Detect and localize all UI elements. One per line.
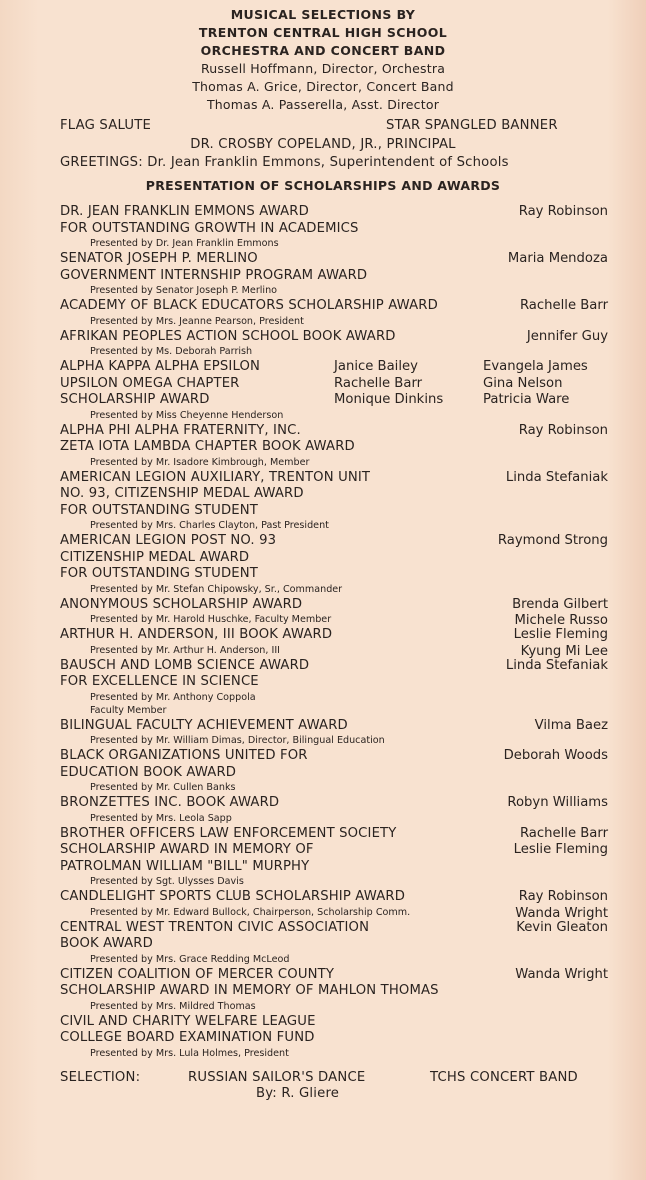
award-title: ALPHA PHI ALPHA FRATERNITY, INC.: [60, 422, 301, 438]
award-entry: [60, 920, 608, 966]
award-entry: [60, 627, 608, 657]
award-title: BAUSCH AND LOMB SCIENCE AWARD: [60, 657, 310, 673]
recipients: [527, 329, 608, 346]
presented-by: Presented by Mr. Edward Bullock, Chairperson, Scholarship Comm.: [90, 906, 411, 918]
award-entry: [60, 533, 608, 596]
recipient-name: Linda Stefaniak: [505, 469, 608, 485]
recipient-name: Janice Bailey: [334, 359, 418, 374]
selection-label: SELECTION:: [60, 1070, 141, 1085]
recipients: [515, 889, 608, 922]
presented-by: Presented by Sgt. Ulysses Davis: [90, 876, 244, 887]
award-entry: [60, 423, 608, 469]
presented-by: Presented by Mr. Harold Huschke, Faculty Member: [90, 614, 332, 625]
selection-composer: By: R. Gliere: [256, 1086, 340, 1101]
award-entry: [60, 826, 608, 889]
recipient-name: Vilma Baez: [534, 717, 608, 733]
recipient-name: Monique Dinkins: [334, 392, 444, 407]
flag-salute-value: STAR SPANGLED BANNER: [386, 118, 558, 133]
award-title: BILINGUAL FACULTY ACHIEVEMENT AWARD: [60, 717, 348, 733]
recipients: [498, 533, 608, 550]
award-title: AFRIKAN PEOPLES ACTION SCHOOL BOOK AWARD: [60, 328, 396, 344]
presented-by: Presented by Mrs. Mildred Thomas: [90, 1000, 256, 1012]
presented-by: Presented by Mr. Arthur H. Anderson, III: [90, 644, 280, 656]
award-title: FOR OUTSTANDING STUDENT: [60, 502, 258, 518]
director-line: Russell Hoffmann, Director, Orchestra: [200, 61, 446, 76]
award-entry: [60, 889, 608, 919]
greetings-label: GREETINGS:: [60, 155, 143, 170]
presented-by: Presented by Mr. Cullen Banks: [90, 782, 236, 793]
award-entry: [60, 748, 608, 794]
recipients: [514, 627, 608, 660]
recipient-name: Gina Nelson: [483, 375, 563, 391]
presented-by: Faculty Member: [90, 704, 167, 716]
presented-by: Presented by Mrs. Leola Sapp: [90, 812, 232, 824]
recipients: [515, 967, 608, 984]
recipients: [507, 795, 608, 812]
recipient-name: Evangela James: [483, 359, 588, 374]
presented-by: Presented by Mr. Stefan Chipowsky, Sr., Commander: [90, 583, 343, 595]
recipients: [520, 298, 608, 315]
awards-list: [60, 204, 608, 1061]
greetings-line: [60, 155, 509, 170]
award-title: BROTHER OFFICERS LAW ENFORCEMENT SOCIETY: [60, 825, 397, 841]
award-entry: [60, 470, 608, 533]
award-title: CITIZENSHIP MEDAL AWARD: [60, 549, 250, 565]
award-title: PATROLMAN WILLIAM "BILL" MURPHY: [60, 858, 310, 874]
award-title: ANONYMOUS SCHOLARSHIP AWARD: [60, 596, 303, 612]
header-line: TRENTON CENTRAL HIGH SCHOOL: [198, 25, 448, 40]
header: [0, 6, 646, 114]
recipients: [504, 748, 608, 765]
recipients: [514, 826, 608, 859]
recipient-name: Kyung Mi Lee: [520, 643, 608, 659]
recipients: [512, 597, 608, 630]
recipients: [506, 658, 608, 675]
award-title: FOR OUTSTANDING STUDENT: [60, 566, 258, 581]
recipient-name: Leslie Fleming: [513, 627, 608, 642]
award-entry: [60, 204, 608, 250]
award-title: EDUCATION BOOK AWARD: [60, 764, 237, 780]
award-title: CENTRAL WEST TRENTON CIVIC ASSOCIATION: [60, 919, 370, 935]
award-entry: [60, 795, 608, 825]
presented-by: Presented by Ms. Deborah Parrish: [90, 346, 253, 357]
presented-by: Presented by Senator Joseph P. Merlino: [90, 285, 278, 296]
award-title: BRONZETTES INC. BOOK AWARD: [60, 795, 280, 810]
award-title: CANDLELIGHT SPORTS CLUB SCHOLARSHIP AWARD: [60, 889, 405, 904]
recipient-name: Deborah Woods: [503, 748, 608, 763]
recipients: [508, 251, 608, 268]
award-title: AMERICAN LEGION AUXILIARY, TRENTON UNIT: [60, 469, 371, 485]
recipients: [519, 423, 608, 440]
award-title: SCHOLARSHIP AWARD IN MEMORY OF: [60, 842, 314, 857]
award-title: NO. 93, CITIZENSHIP MEDAL AWARD: [60, 486, 304, 501]
recipient-name: Maria Mendoza: [507, 251, 608, 266]
recipient-name: Rachelle Barr: [519, 298, 608, 313]
award-title: UPSILON OMEGA CHAPTER: [60, 375, 240, 391]
award-title: ALPHA KAPPA ALPHA EPSILON: [60, 359, 261, 374]
flag-salute-label: FLAG SALUTE: [60, 118, 152, 133]
award-entry: [60, 329, 608, 359]
section-title: PRESENTATION OF SCHOLARSHIPS AND AWARDS: [145, 178, 501, 193]
recipients: [506, 470, 608, 487]
header-line: ORCHESTRA AND CONCERT BAND: [200, 43, 446, 58]
header-line: MUSICAL SELECTIONS BY: [230, 7, 416, 22]
award-entry: [60, 718, 608, 748]
recipient-name: Brenda Gilbert: [512, 596, 608, 612]
presented-by: Presented by Miss Cheyenne Henderson: [90, 409, 284, 421]
award-entry: [60, 298, 608, 328]
award-title: CIVIL AND CHARITY WELFARE LEAGUE: [60, 1013, 316, 1029]
presented-by: Presented by Mrs. Jeanne Pearson, President: [90, 315, 304, 327]
award-title: SENATOR JOSEPH P. MERLINO: [60, 251, 258, 266]
selection-performer: TCHS CONCERT BAND: [430, 1070, 578, 1085]
selection-title: RUSSIAN SAILOR'S DANCE: [188, 1070, 366, 1085]
recipient-name: Rachelle Barr: [334, 375, 423, 391]
recipients-col-2: [483, 359, 588, 409]
presented-by: Presented by Mrs. Grace Redding McLeod: [90, 953, 290, 965]
recipient-name: Leslie Fleming: [513, 842, 608, 857]
award-title: AMERICAN LEGION POST NO. 93: [60, 533, 277, 548]
award-title: FOR OUTSTANDING GROWTH IN ACADEMICS: [60, 220, 359, 236]
presented-by: Presented by Mr. Anthony Coppola: [90, 691, 256, 703]
award-title: ZETA IOTA LAMBDA CHAPTER BOOK AWARD: [60, 439, 355, 454]
award-title: DR. JEAN FRANKLIN EMMONS AWARD: [60, 204, 309, 219]
recipients: [516, 920, 608, 937]
recipient-name: Patricia Ware: [483, 392, 570, 407]
award-title: SCHOLARSHIP AWARD IN MEMORY OF MAHLON THOMAS: [60, 983, 439, 998]
principal-line: DR. CROSBY COPELAND, JR., PRINCIPAL: [190, 137, 456, 152]
recipients: [535, 718, 608, 735]
award-entry: [60, 967, 608, 1013]
award-title: BLACK ORGANIZATIONS UNITED FOR: [60, 748, 308, 763]
award-title: ACADEMY OF BLACK EDUCATORS SCHOLARSHIP AWARD: [60, 298, 438, 313]
award-title: ARTHUR H. ANDERSON, III BOOK AWARD: [60, 627, 333, 642]
award-title: GOVERNMENT INTERNSHIP PROGRAM AWARD: [60, 267, 368, 283]
award-title: COLLEGE BOARD EXAMINATION FUND: [60, 1030, 315, 1045]
recipient-name: Wanda Wright: [515, 905, 608, 921]
award-entry: [60, 658, 608, 717]
director-line: Thomas A. Passerella, Asst. Director: [206, 97, 440, 112]
presented-by: Presented by Mr. Isadore Kimbrough, Member: [90, 456, 310, 468]
recipient-name: Robyn Williams: [507, 795, 608, 810]
recipient-name: Wanda Wright: [515, 966, 608, 982]
greetings-value: Dr. Jean Franklin Emmons, Superintendent of Schools: [147, 155, 509, 170]
award-title: CITIZEN COALITION OF MERCER COUNTY: [60, 966, 335, 982]
recipients: [519, 204, 608, 221]
award-title: BOOK AWARD: [60, 936, 153, 951]
award-entry-aka: [60, 359, 608, 422]
recipients-col-1: [334, 359, 443, 409]
award-entry: [60, 1014, 608, 1060]
recipient-name: Michele Russo: [514, 613, 608, 628]
presented-by: Presented by Mrs. Charles Clayton, Past President: [90, 520, 329, 531]
presented-by: Presented by Mrs. Lula Holmes, President: [90, 1047, 289, 1059]
recipient-name: Ray Robinson: [518, 422, 608, 438]
recipient-name: Ray Robinson: [518, 889, 608, 904]
recipient-name: Ray Robinson: [518, 204, 608, 219]
recipient-name: Raymond Strong: [497, 533, 608, 548]
presented-by: Presented by Dr. Jean Franklin Emmons: [90, 238, 279, 249]
award-entry: [60, 251, 608, 297]
recipient-name: Jennifer Guy: [526, 328, 608, 344]
director-line: Thomas A. Grice, Director, Concert Band: [192, 79, 454, 94]
award-title: SCHOLARSHIP AWARD: [60, 392, 210, 407]
recipient-name: Rachelle Barr: [519, 825, 608, 841]
recipient-name: Kevin Gleaton: [516, 919, 608, 935]
award-entry: [60, 597, 608, 627]
award-title: FOR EXCELLENCE IN SCIENCE: [60, 674, 259, 689]
presented-by: Presented by Mr. William Dimas, Director, Bilingual Education: [90, 735, 385, 746]
recipient-name: Linda Stefaniak: [505, 657, 608, 673]
